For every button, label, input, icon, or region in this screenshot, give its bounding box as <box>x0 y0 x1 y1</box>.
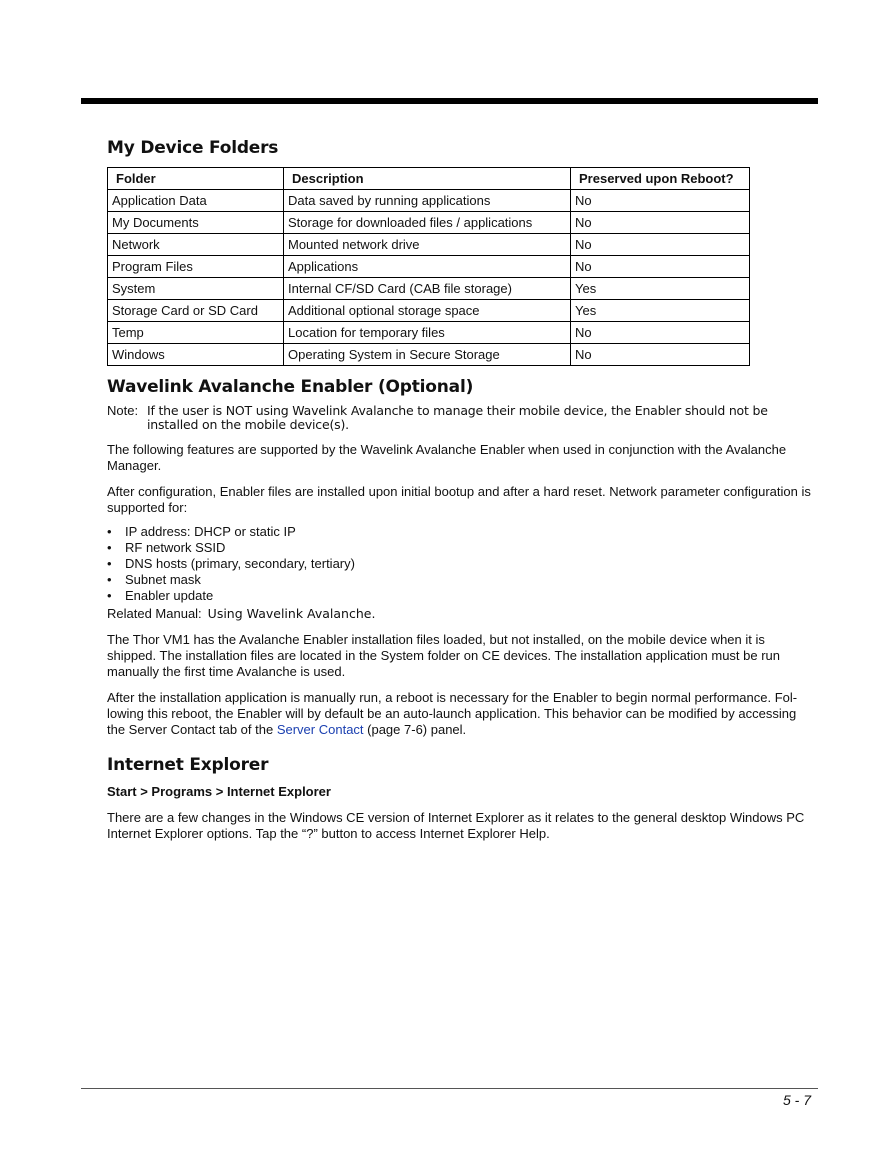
note-text: If the user is NOT using Wavelink Avalanche to manage their mobile device, the Enabler should not be installed on the mobile device(s). <box>147 403 768 432</box>
menu-path: Start > Programs > Internet Explorer <box>107 784 331 799</box>
paragraph-features-intro: The following features are supported by the Wavelink Avalanche Enabler when used in conjunction with the Avalanche Manager. <box>107 442 787 473</box>
paragraph-internet-explorer: There are a few changes in the Windows CE version of Internet Explorer as it relates to the general desktop Windows PC Internet Explorer options. Tap the “?” button to access Internet Explorer Help. <box>107 810 805 841</box>
folders-heading: My Device Folders <box>107 138 279 158</box>
preserved-cell: No <box>571 322 750 344</box>
internet-explorer-heading: Internet Explorer <box>107 755 269 775</box>
table-row <box>108 190 750 212</box>
list-item: • IP address: DHCP or static IP <box>107 524 813 540</box>
footer-rule <box>81 1088 818 1089</box>
description-cell: Operating System in Secure Storage <box>284 344 571 366</box>
description-cell: Applications <box>284 256 571 278</box>
reboot-text-end: (page 7-6) panel. <box>363 722 467 737</box>
column-header-description: Description <box>284 168 571 190</box>
description-cell: Mounted network drive <box>284 234 571 256</box>
table-header-row <box>108 168 750 190</box>
wavelink-heading: Wavelink Avalanche Enabler (Optional) <box>107 377 474 397</box>
related-manual-title: Using Wavelink Avalanche. <box>207 606 376 621</box>
preserved-cell: No <box>571 234 750 256</box>
note-label: Note: <box>107 403 139 418</box>
paragraph-configuration: After configuration, Enabler files are installed upon initial bootup and after a hard reset. Network parameter configuration is supported for: <box>107 484 811 515</box>
table-row <box>108 300 750 322</box>
list-item: • DNS hosts (primary, secondary, tertiary) <box>107 556 813 572</box>
preserved-cell: No <box>571 190 750 212</box>
server-contact-link[interactable]: Server Contact <box>276 722 364 737</box>
folder-cell: My Documents <box>108 212 284 234</box>
folder-cell: Storage Card or SD Card <box>108 300 284 322</box>
paragraph-installation: The Thor VM1 has the Avalanche Enabler installation files loaded, but not installed, on the mobile device when it is shipped. The installation files are located in the System folder on CE devices. The installation application must be run manually the first time Avalanche is used. <box>107 632 781 679</box>
list-item: • Enabler update <box>107 588 813 604</box>
table-row <box>108 256 750 278</box>
reboot-text: After the installation application is manually run, a reboot is necessary for the Enabler to begin normal performance. Fol-lowing this reboot, the Enabler will by default be an auto-launch application. This behavior can be modified by accessing the Server Contact tab of the <box>107 690 798 737</box>
related-manual-label: Related Manual: <box>107 606 202 621</box>
description-cell: Location for temporary files <box>284 322 571 344</box>
folder-cell: Application Data <box>108 190 284 212</box>
table-row <box>108 234 750 256</box>
related-manual <box>107 606 813 622</box>
description-cell: Internal CF/SD Card (CAB file storage) <box>284 278 571 300</box>
preserved-cell: No <box>571 212 750 234</box>
list-item: • Subnet mask <box>107 572 813 588</box>
paragraph-reboot <box>107 690 813 738</box>
preserved-cell: Yes <box>571 300 750 322</box>
table-row <box>108 344 750 366</box>
folder-cell: Windows <box>108 344 284 366</box>
column-header-folder: Folder <box>108 168 284 190</box>
header-rule <box>81 98 818 104</box>
list-item: • RF network SSID <box>107 540 813 556</box>
note-block <box>107 404 813 432</box>
page-content <box>107 135 813 842</box>
folder-cell: Network <box>108 234 284 256</box>
table-row <box>108 212 750 234</box>
preserved-cell: No <box>571 344 750 366</box>
folder-cell: Temp <box>108 322 284 344</box>
description-cell: Data saved by running applications <box>284 190 571 212</box>
preserved-cell: Yes <box>571 278 750 300</box>
table-row <box>108 278 750 300</box>
preserved-cell: No <box>571 256 750 278</box>
wavelink-section <box>107 374 813 738</box>
folders-table <box>107 167 750 366</box>
table-row <box>108 322 750 344</box>
features-list <box>107 524 813 604</box>
folder-cell: System <box>108 278 284 300</box>
folder-cell: Program Files <box>108 256 284 278</box>
page-number: 5 - 7 <box>782 1092 811 1108</box>
internet-explorer-section <box>107 752 813 842</box>
description-cell: Additional optional storage space <box>284 300 571 322</box>
column-header-preserved: Preserved upon Reboot? <box>571 168 750 190</box>
description-cell: Storage for downloaded files / applications <box>284 212 571 234</box>
